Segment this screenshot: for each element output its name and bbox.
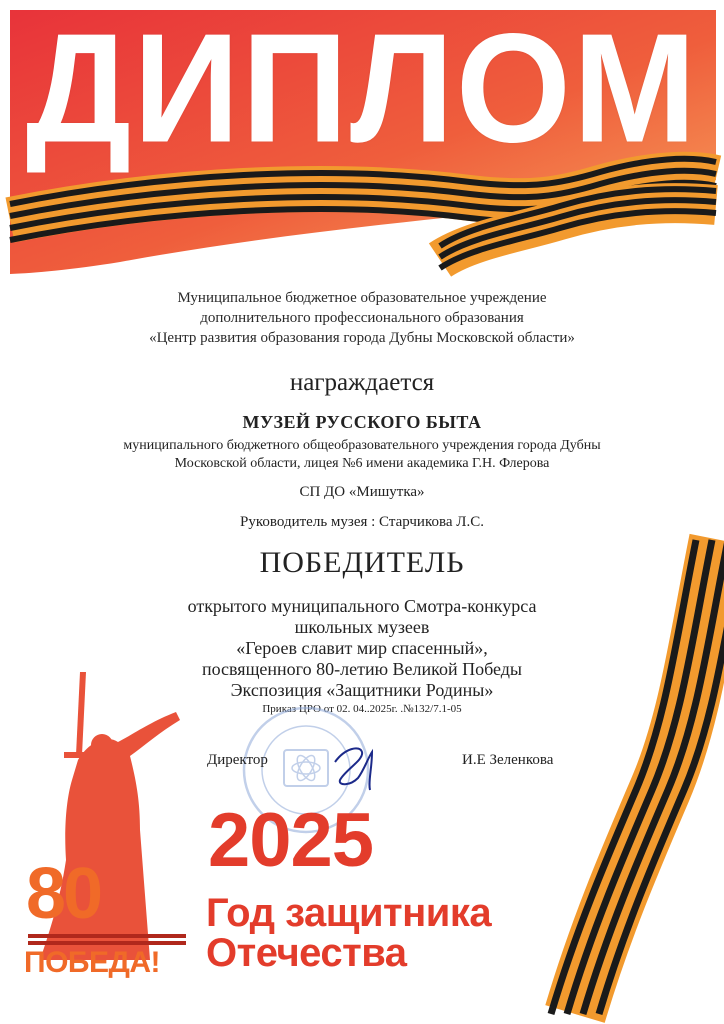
contest-line-4: посвященного 80-летию Великой Победы <box>201 659 523 679</box>
contest-line-2: школьных музеев <box>294 617 430 637</box>
year-theme <box>206 893 491 973</box>
awarded-label: награждается <box>289 369 435 396</box>
recipient-name: МУЗЕЙ РУССКОГО БЫТА <box>242 412 482 432</box>
year-number: 2025 <box>208 798 374 883</box>
result-title: ПОБЕДИТЕЛЬ <box>259 546 465 579</box>
contest-line-5: Экспозиция «Защитники Родины» <box>230 680 494 700</box>
emblem-number: 80 <box>26 854 101 934</box>
year-theme-line-1: Год защитника <box>206 891 492 935</box>
diploma-title: ДИПЛОМ <box>25 1 699 176</box>
recipient-desc-line-1: муниципального бюджетного общеобразовательного учреждения города Дубны <box>123 438 601 453</box>
museum-leader: Руководитель музея : Старчикова Л.С. <box>240 514 484 530</box>
signatory-name: И.Е Зеленкова <box>462 752 554 768</box>
emblem-text: ПОБЕДА! <box>24 946 160 979</box>
issuer-line-3: «Центр развития образования города Дубны Московской области» <box>149 330 575 346</box>
issuer-line-2: дополнительного профессионального образования <box>200 310 524 326</box>
recipient-desc-line-2: Московской области, лицея №6 имени академика Г.Н. Флерова <box>174 456 550 471</box>
contest-line-3: «Героев славит мир спасенный», <box>236 638 488 658</box>
recipient-division: СП ДО «Мишутка» <box>299 484 425 500</box>
issuer-line-1: Муниципальное бюджетное образовательное учреждение <box>177 290 547 306</box>
order-reference: Приказ ЦРО от 02. 04..2025г. .№132/7.1-05 <box>262 703 462 715</box>
contest-line-1: открытого муниципального Смотра-конкурса <box>187 596 537 616</box>
signature-label: Директор <box>207 752 268 768</box>
year-theme-line-2: Отечества <box>206 931 407 975</box>
